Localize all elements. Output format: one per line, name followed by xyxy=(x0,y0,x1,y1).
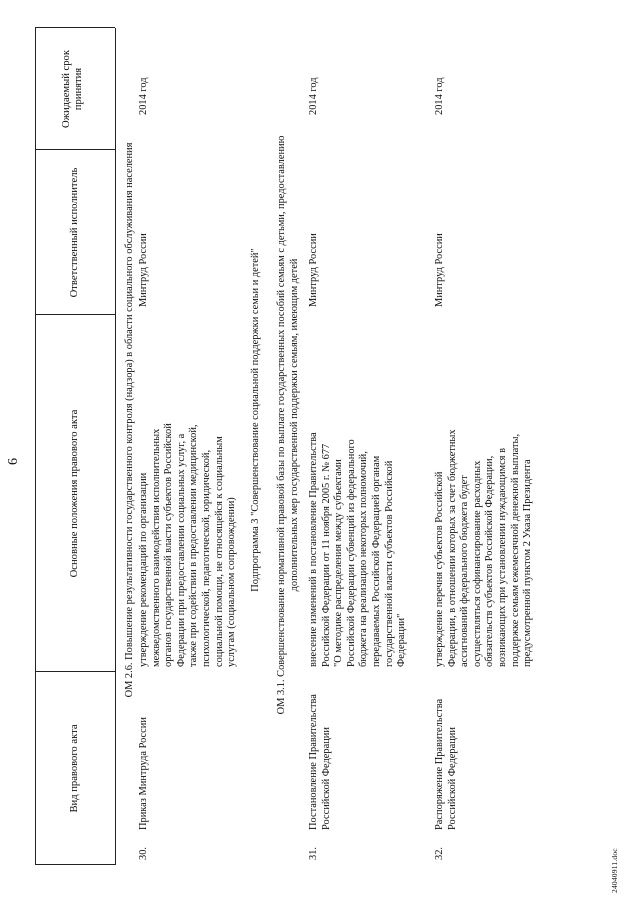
row-30-type-line: Приказ Минтруда России xyxy=(138,717,149,830)
column-header-content: Основные положения правового акта xyxy=(69,409,80,578)
row-32-type-line: Распоряжение Правительства xyxy=(434,698,445,830)
footer-file-code: 24040911.doc xyxy=(610,848,619,893)
row-32-executor: Минтруд России xyxy=(434,233,445,307)
row-32-deadline: 2014 год xyxy=(434,77,445,115)
header-bottom-border xyxy=(115,28,116,865)
row-32-content-line: обязательств субъектов Российской Федерации, xyxy=(484,455,496,667)
row-31-content-line: передаваемых Российской Федерацией органам xyxy=(370,455,382,667)
row-31-content-line: Российской Федерации субвенций из федерального xyxy=(345,439,357,667)
row-30-number: 30. xyxy=(138,847,149,860)
section-om-3-1 xyxy=(276,5,301,845)
row-32-number: 32. xyxy=(434,847,445,860)
column-header-type: Вид правового акта xyxy=(69,724,80,813)
column-header-deadline xyxy=(61,28,85,150)
row-30-type xyxy=(138,670,151,830)
row-31-deadline: 2014 год xyxy=(308,77,319,115)
row-31-content-line: государственной власти субъектов Российской xyxy=(383,460,395,667)
row-31-content-line: внесение изменений в постановление Правительства xyxy=(308,432,319,667)
row-31-type-line: Российской Федерации xyxy=(320,727,332,830)
column-header-deadline-line1: Ожидаемый срок xyxy=(61,50,72,129)
row-30-content-line: Федерации при предоставлении социальных услуг, а xyxy=(175,433,187,667)
table-top-border xyxy=(35,28,36,865)
row-30-content xyxy=(138,317,239,667)
row-31-content-line: Российской Федерации от 11 ноября 2005 г. № 677 xyxy=(320,443,332,667)
row-32-content-line: ассигнований федерального бюджета будет xyxy=(459,475,471,667)
row-31-type-line: Постановление Правительства xyxy=(308,694,319,830)
row-31-number: 31. xyxy=(308,847,319,860)
row-30-executor: Минтруд России xyxy=(138,233,149,307)
column-header-executor: Ответственный исполнитель xyxy=(69,167,80,298)
row-31-content-line: "О методике распределения между субъектами xyxy=(333,459,345,667)
row-31-content xyxy=(308,317,409,667)
row-30-content-line: услугам (социальном сопровождении) xyxy=(226,497,238,667)
row-32-type xyxy=(434,670,459,830)
row-32-content xyxy=(434,317,535,667)
subprogram-3-heading: Подпрограмма 3 "Совершенствование социальной поддержки семьи и детей" xyxy=(250,248,261,592)
row-31-type xyxy=(308,670,333,830)
row-32-content-line: утверждение перечня субъектов Российской xyxy=(434,471,445,667)
row-31-executor: Минтруд России xyxy=(308,233,319,307)
section-om-3-1-line: ОМ 3.1. Совершенствование нормативной правовой базы по выплате государственных пособий семьям с детьми, предоставлению xyxy=(276,135,287,715)
row-32-content-line: возникающих при установлении нуждающимся в xyxy=(496,448,508,667)
row-31-content-line: бюджета на реализацию некоторых полномочий, xyxy=(358,451,370,667)
row-32-type-line: Российской Федерации xyxy=(446,727,458,830)
section-om-2-6: ОМ 2.6. Повышение результативности государственного контроля (надзора) в области социального обслуживания населения xyxy=(124,142,135,698)
row-30-content-line: социальной помощи, не относящейся к социальным xyxy=(213,436,225,667)
row-30-content-line: психологической, педагогической, юридической, xyxy=(200,449,212,667)
row-30-deadline: 2014 год xyxy=(138,77,149,115)
column-header-deadline-line2: принятия xyxy=(73,67,84,111)
page-number: 6 xyxy=(6,458,21,465)
row-30-content-line: утверждение рекомендаций по организации xyxy=(138,472,149,667)
row-32-content-line: осуществляться софинансирование расходных xyxy=(471,460,483,667)
row-30-content-line: межведомственного взаимодействия исполнительных xyxy=(150,428,162,667)
row-30-content-line: также при содействии в предоставлении медицинской, xyxy=(188,424,200,667)
row-30-content-line: органов государственной власти субъектов Российской xyxy=(163,423,175,667)
row-32-content-line: предусмотренной пунктом 2 Указа Президента xyxy=(522,459,534,667)
row-32-content-line: Федерации, в отношении которых за счет бюджетных xyxy=(446,429,458,667)
row-31-content-line: Федерации" xyxy=(396,613,408,667)
row-32-content-line: поддержке семьям ежемесячной денежной выплаты, xyxy=(509,433,521,667)
section-om-3-1-line: дополнительных мер государственной поддержки семьям, имеющим детей xyxy=(288,258,300,592)
